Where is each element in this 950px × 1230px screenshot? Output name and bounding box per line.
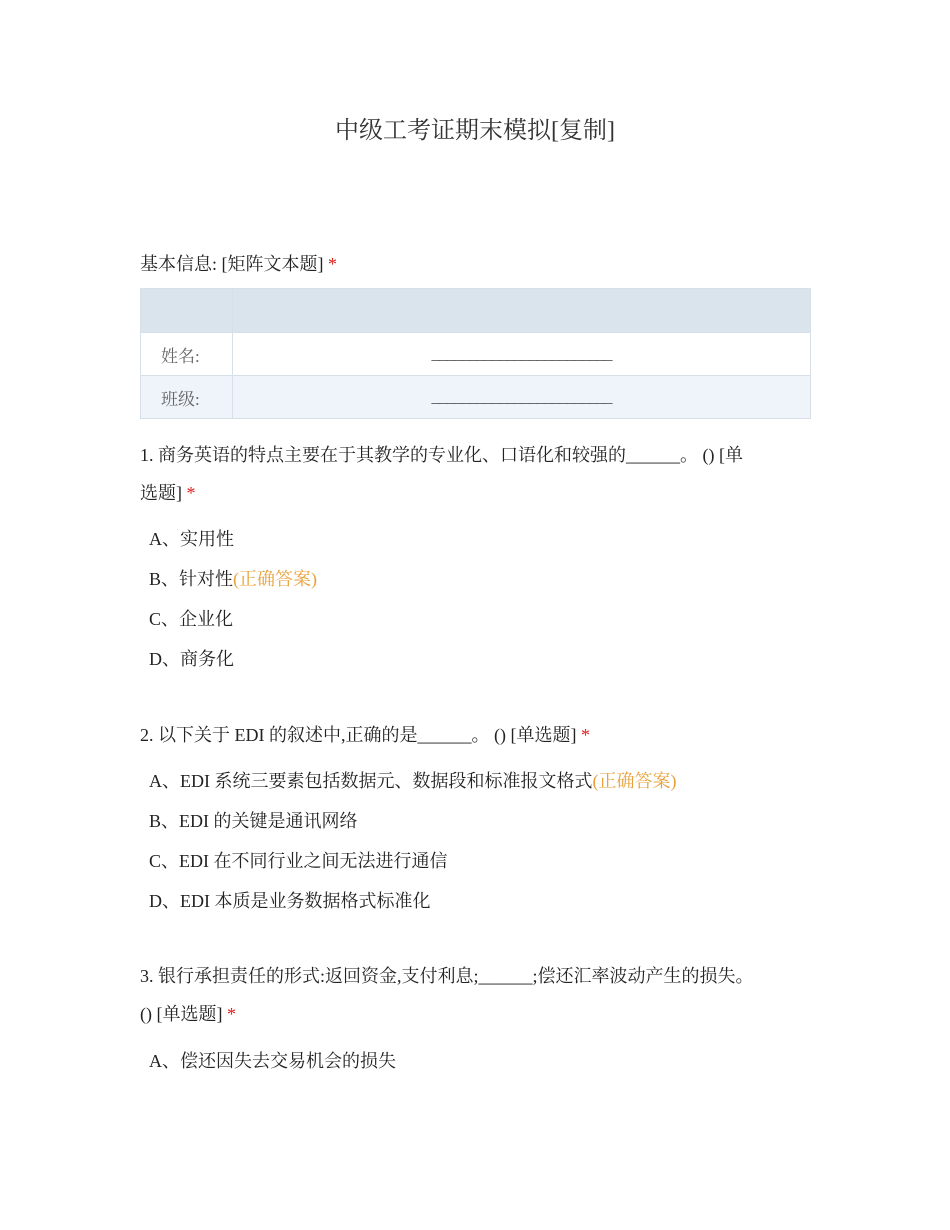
required-mark: * <box>328 254 338 274</box>
question-1-option-d[interactable]: D、商务化 <box>149 649 234 669</box>
question-1-option-c[interactable]: C、企业化 <box>149 609 234 629</box>
matrix-header-cell <box>233 289 811 333</box>
name-input-blank[interactable]: ________________________ <box>233 333 811 376</box>
name-label: 姓名: <box>141 333 233 376</box>
matrix-header-cell <box>141 289 233 333</box>
option-text: A、EDI 系统三要素包括数据元、数据段和标准报文格式 <box>149 771 593 791</box>
question-2-option-c[interactable]: C、EDI 在不同行业之间无法进行通信 <box>149 851 448 871</box>
required-mark: * <box>186 483 196 503</box>
question-2-option-d[interactable]: D、EDI 本质是业务数据格式标准化 <box>149 891 431 911</box>
question-1-option-a[interactable]: A、实用性 <box>149 529 234 549</box>
question-2-stem <box>140 716 810 754</box>
correct-answer-tag: (正确答案) <box>592 771 677 791</box>
page-title: 中级工考证期末模拟[复制] <box>335 118 615 144</box>
question-1-option-b[interactable] <box>149 565 317 593</box>
question-3-stem <box>140 957 820 1033</box>
required-mark: * <box>226 1004 236 1024</box>
correct-answer-tag: (正确答案) <box>233 569 318 589</box>
question-3-option-a[interactable]: A、偿还因失去交易机会的损失 <box>149 1051 396 1071</box>
basic-info-heading <box>140 250 337 276</box>
matrix-row-class <box>141 376 811 419</box>
question-1-text-line1: 1. 商务英语的特点主要在于其教学的专业化、口语化和较强的______。 () [单 <box>140 445 743 465</box>
matrix-header-row <box>141 289 811 333</box>
class-label: 班级: <box>141 376 233 419</box>
question-3-text-line1: 3. 银行承担责任的形式:返回资金,支付利息;______;偿还汇率波动产生的损失。 <box>140 966 754 986</box>
option-text: B、针对性 <box>149 569 234 589</box>
question-2-option-a[interactable] <box>149 767 677 795</box>
required-mark: * <box>580 725 590 745</box>
question-type-tag: [矩阵文本题] <box>221 254 324 274</box>
question-1-text-line2: 选题] <box>140 483 182 503</box>
matrix-row-name <box>141 333 811 376</box>
question-1-stem <box>140 436 810 512</box>
question-3-text-line2: () [单选题] <box>140 1004 223 1024</box>
class-input-blank[interactable]: ________________________ <box>233 376 811 419</box>
basic-info-matrix <box>140 288 811 419</box>
basic-info-label: 基本信息: <box>140 254 218 274</box>
question-2-option-b[interactable]: B、EDI 的关键是通讯网络 <box>149 811 358 831</box>
question-2-text: 2. 以下关于 EDI 的叙述中,正确的是______。 () [单选题] <box>140 725 577 745</box>
